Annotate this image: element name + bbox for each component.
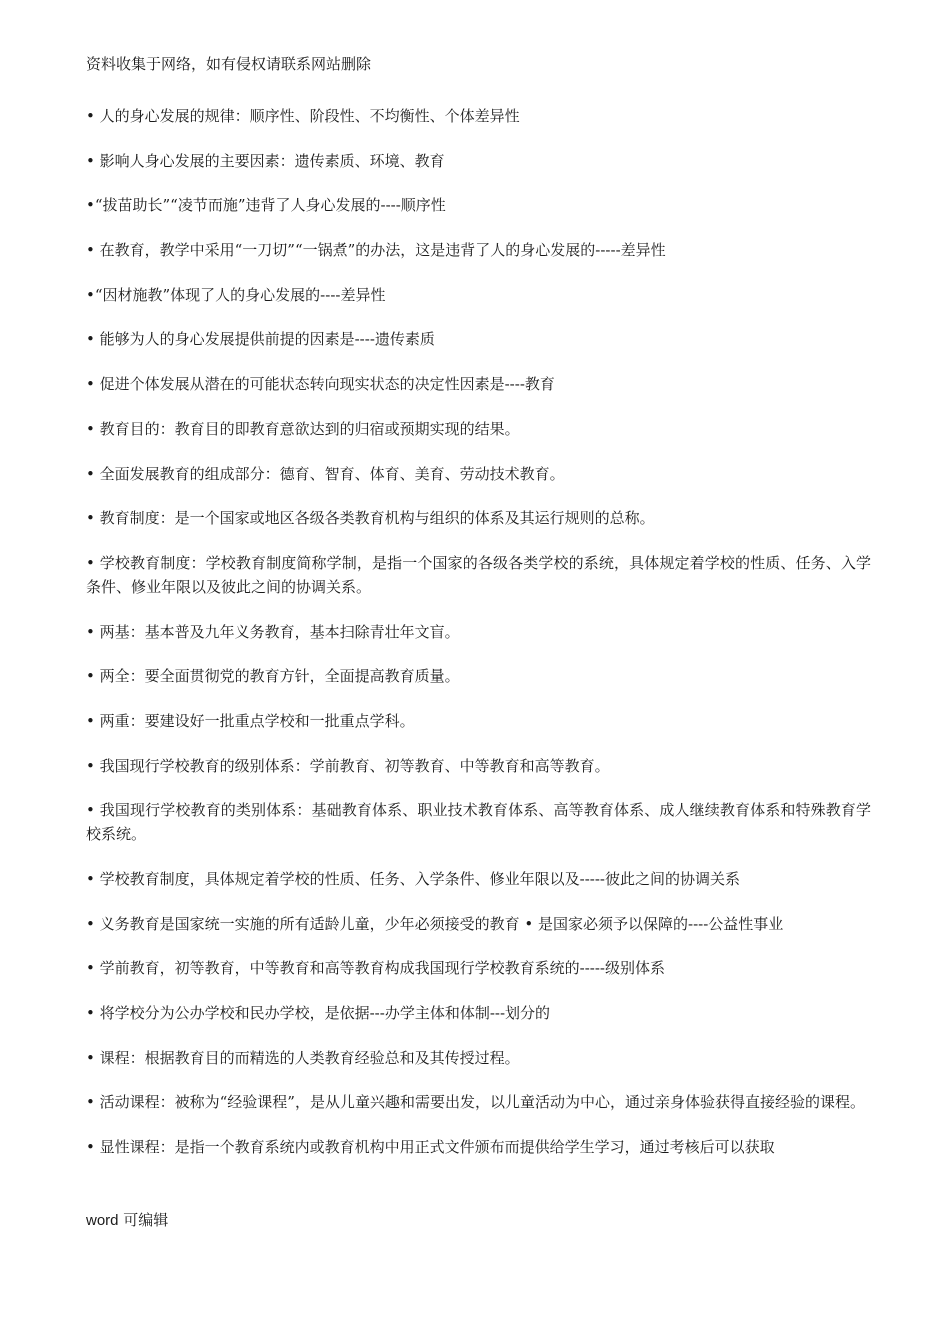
list-item: • 显性课程：是指一个教育系统内或教育机构中用正式文件颁布而提供给学生学习，通过考核后可以获取	[86, 1138, 775, 1157]
list-item: • 能够为人的身心发展提供前提的因素是----遗传素质	[86, 330, 435, 349]
list-item: •“因材施教”体现了人的身心发展的----差异性	[86, 285, 386, 304]
list-item: • 在教育，教学中采用“一刀切”“一锅煮”的办法，这是违背了人的身心发展的-----差异性	[86, 241, 666, 260]
footer-suffix: 可编辑	[118, 1211, 169, 1229]
list-item: • 影响人身心发展的主要因素：遗传素质、环境、教育	[86, 151, 445, 170]
list-item: • 学校教育制度，具体规定着学校的性质、任务、入学条件、修业年限以及-----彼此之间的协调关系	[86, 870, 740, 888]
list-item: • 两重：要建设好一批重点学校和一批重点学科。	[86, 711, 415, 730]
list-item: • 促进个体发展从潜在的可能状态转向现实状态的决定性因素是----教育	[86, 375, 555, 394]
list-item: • 人的身心发展的规律：顺序性、阶段性、不均衡性、个体差异性	[86, 107, 520, 125]
list-item: • 学校教育制度：学校教育制度简称学制，是指一个国家的各级各类学校的系统，具体规定着学校的性质、任务、入学条件、修业年限以及彼此之间的协调关系。	[86, 553, 871, 596]
list-item: • 活动课程：被称为“经验课程”，是从儿童兴趣和需要出发，以儿童活动为中心，通过亲身体验获得直接经验的课程。	[86, 1093, 865, 1112]
list-item: • 义务教育是国家统一实施的所有适龄儿童，少年必须接受的教育 • 是国家必须予以保障的----公益性事业	[86, 914, 784, 933]
list-item: • 两全：要全面贯彻党的教育方针，全面提高教育质量。	[86, 667, 460, 686]
page-header: 资料收集于网络，如有侵权请联系网站删除	[86, 55, 372, 73]
page-footer	[86, 1210, 168, 1231]
list-item: •“拔苗助长”“凌节而施”违背了人身心发展的----顺序性	[86, 196, 446, 215]
list-item: • 课程：根据教育目的而精选的人类教育经验总和及其传授过程。	[86, 1048, 520, 1067]
list-item: • 学前教育，初等教育，中等教育和高等教育构成我国现行学校教育系统的-----级别体系	[86, 959, 665, 978]
list-item: • 教育目的：教育目的即教育意欲达到的归宿或预期实现的结果。	[86, 419, 520, 438]
list-item: • 我国现行学校教育的类别体系：基础教育体系、职业技术教育体系、高等教育体系、成人继续教育体系和特殊教育学校系统。	[86, 801, 871, 844]
list-item: • 全面发展教育的组成部分：德育、智育、体育、美育、劳动技术教育。	[86, 464, 565, 483]
list-item: • 两基：基本普及九年义务教育，基本扫除青壮年文盲。	[86, 622, 460, 641]
bullet-list	[86, 104, 871, 1180]
list-item: • 我国现行学校教育的级别体系：学前教育、初等教育、中等教育和高等教育。	[86, 756, 610, 775]
footer-word: word	[86, 1212, 119, 1229]
list-item: • 教育制度：是一个国家或地区各级各类教育机构与组织的体系及其运行规则的总称。	[86, 509, 655, 528]
list-item: • 将学校分为公办学校和民办学校，是依据---办学主体和体制---划分的	[86, 1004, 551, 1023]
